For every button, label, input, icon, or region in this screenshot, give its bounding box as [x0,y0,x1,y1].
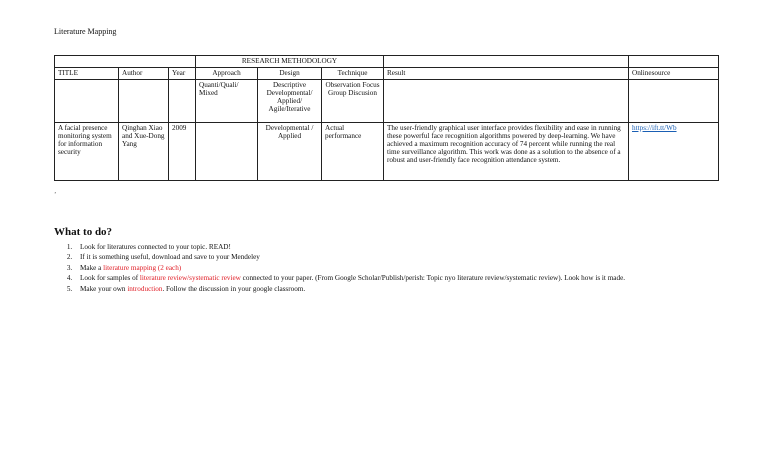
row-result: The user-friendly graphical user interface provides flexibility and ease in running these powerful face recognition algorithms powered by deep-learning. We have achieved a maximum recognition accuracy of 74 percent while running the real time surveillance algorithm. This work was done as a solution to the absence of a robust and user-friendly face recognition attendance system. [384,123,629,181]
row-technique: Actual performance [322,123,384,181]
row-source [629,123,719,181]
header-technique: Technique [322,68,384,80]
highlight-introduction: introduction [127,284,163,293]
list-item: 3. Make a literature mapping (2 each) [74,263,714,273]
header-author: Author [119,68,169,80]
highlight-literature-mapping: literature mapping (2 each) [103,263,182,272]
options-cell-empty [119,80,169,123]
literature-mapping-table [54,55,719,181]
footnote-mark: ’ [54,191,57,199]
row-design: Developmental / Applied [258,123,322,181]
list-item: 2. If it is something useful, download and save to your Mendeley [74,252,714,262]
todo-heading: What to do? [54,226,113,238]
approach-options: Quanti/Quali/ Mixed [196,80,258,123]
row-approach [196,123,258,181]
document-title: Literature Mapping [54,27,117,36]
technique-options: Observation Focus Group Discusion [322,80,384,123]
banner-spacer-result [384,56,629,68]
options-cell-empty [629,80,719,123]
table-row [55,123,719,181]
options-cell-empty [384,80,629,123]
header-online-source: Onlinesource [629,68,719,80]
list-item: 5. Make your own introduction. Follow the discussion in your google classroom. [74,284,714,294]
todo-list [54,242,714,294]
row-year: 2009 [169,123,196,181]
header-result: Result [384,68,629,80]
highlight-literature-review: literature review/systematic review [139,274,241,283]
banner-spacer [55,56,196,68]
options-cell-empty [55,80,119,123]
research-methodology-header: RESEARCH METHODOLOGY [196,56,384,68]
header-title: TITLE [55,68,119,80]
list-item: 4. Look for samples of literature review/systematic review connected to your paper. (From Google Scholar/Publish/perish: Topic nyo literature review/systematic review). Look how is it made. [74,273,714,283]
header-year: Year [169,68,196,80]
header-approach: Approach [196,68,258,80]
list-item: 1. Look for literatures connected to your topic. READ! [74,242,714,252]
design-options: Descriptive Developmental/ Applied/ Agile/Iterative [258,80,322,123]
online-source-link[interactable]: https://ift.tt/Wb [632,124,677,132]
row-author: Qinghan Xiao and Xue-Dong Yang [119,123,169,181]
options-cell-empty [169,80,196,123]
header-design: Design [258,68,322,80]
row-title: A facial presence monitoring system for information security [55,123,119,181]
banner-spacer-source [629,56,719,68]
